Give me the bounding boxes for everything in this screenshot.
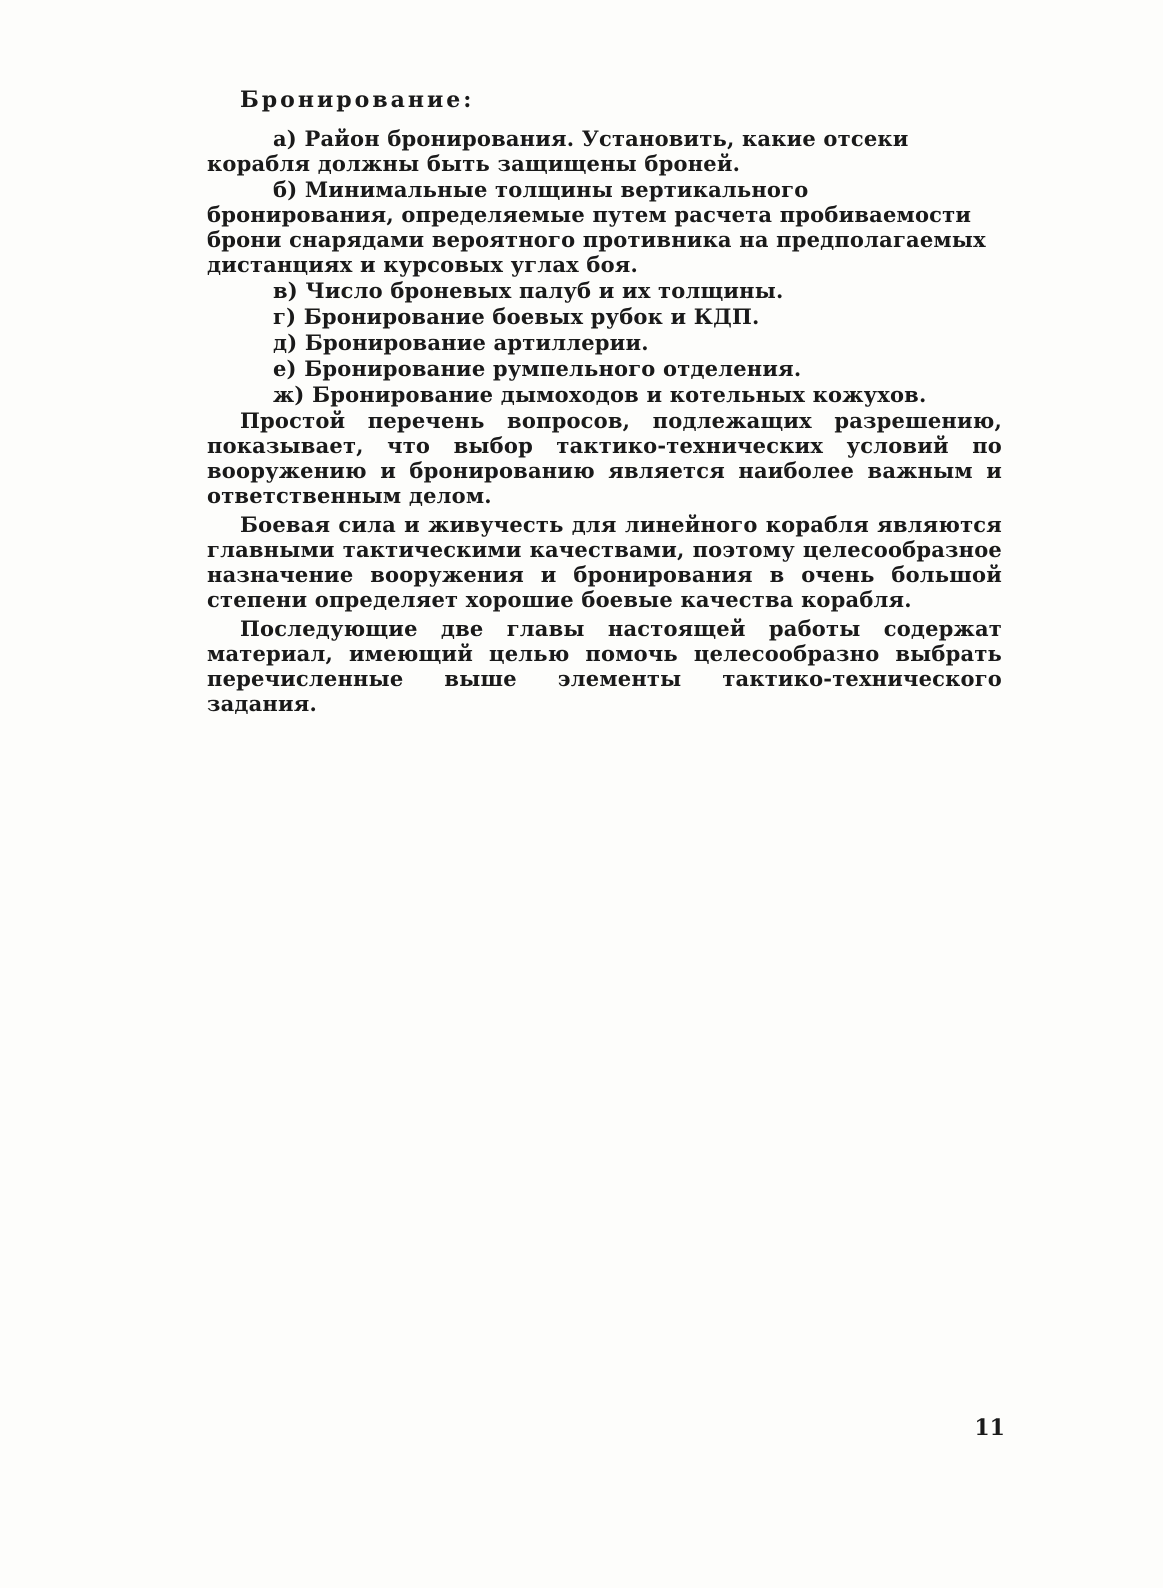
list-item-text: Бронирование румпельного отделения. [304,356,802,381]
list-item-e [207,356,1002,381]
list-item-g [207,304,1002,329]
list-item-label: а) [273,126,297,151]
list-item-v [207,278,1002,303]
list-item-text: Бронирование боевых рубок и КДП. [303,304,760,329]
list-item-label: д) [273,330,298,355]
list-item-zh [207,382,1002,407]
list-item-label: б) [273,177,298,202]
list-item-text: Район бронирования. Установить, какие отсеки корабля должны быть защищены броней. [207,126,909,176]
paragraph-next-chapters: Последующие две главы настоящей работы содержат материал, имеющий целью помочь целесообразно выбрать перечисленные выше элементы тактико-технического задания. [207,616,1002,716]
page-number: 11 [974,1415,1005,1441]
list-item-label: е) [273,356,297,381]
list-item-label: в) [273,278,298,303]
list-item-label: г) [273,304,297,329]
section-heading: Бронирование: [240,87,475,113]
list-item-b [207,177,1002,277]
list-item-label: ж) [273,382,305,407]
list-item-text: Бронирование артиллерии. [304,330,649,355]
paragraph-summary: Простой перечень вопросов, подлежащих разрешению, показывает, что выбор тактико-технических условий по вооружению и бронированию является наиболее важным и ответственным делом. [207,408,1002,508]
paragraph-combat-power: Боевая сила и живучесть для линейного корабля являются главными тактическими качествами, поэтому целесообразное назначение вооружения и бронирования в очень большой степени определяет хорошие боевые качества корабля. [207,512,1002,612]
list-item-a [207,126,1002,176]
list-item-d [207,330,1002,355]
list-item-text: Минимальные толщины вертикального бронирования, определяемые путем расчета пробиваемости брони снарядами вероятного противника на предполагаемых дистанциях и курсовых углах боя. [207,177,986,277]
list-item-text: Бронирование дымоходов и котельных кожухов. [312,382,927,407]
list-item-text: Число броневых палуб и их толщины. [305,278,784,303]
text-block [207,88,1002,720]
